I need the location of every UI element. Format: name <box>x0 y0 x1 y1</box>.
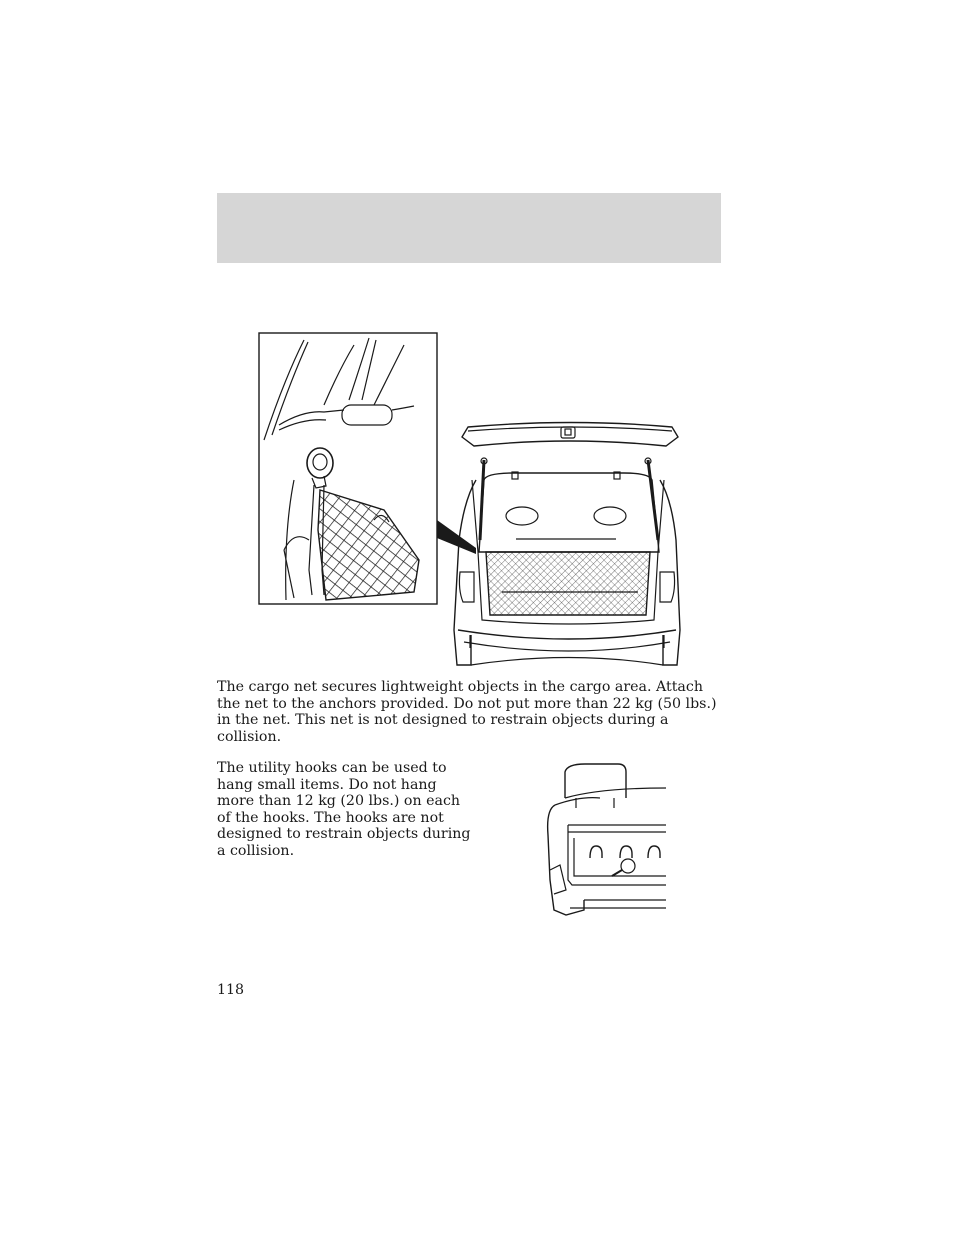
anchor-detail-inset <box>259 333 437 604</box>
cargo-net-paragraph: The cargo net secures lightweight objects in the cargo area. Attach the net to the anchors provided. Do not put more than 22 kg (50 lbs.) in the net. This net is not designed to restrain objects during a collision. <box>217 679 717 745</box>
header-bar <box>217 193 721 263</box>
page-number: 118 <box>217 982 245 998</box>
utility-hooks-paragraph: The utility hooks can be used to hang small items. Do not hang more than 12 kg (20 lbs.) on each of the hooks. The hooks are not designed to restrain objects during a collision. <box>217 760 471 859</box>
cargo-net-illustration <box>254 330 684 670</box>
utility-hooks-illustration <box>540 760 670 920</box>
vehicle-rear-drawing <box>454 423 680 666</box>
